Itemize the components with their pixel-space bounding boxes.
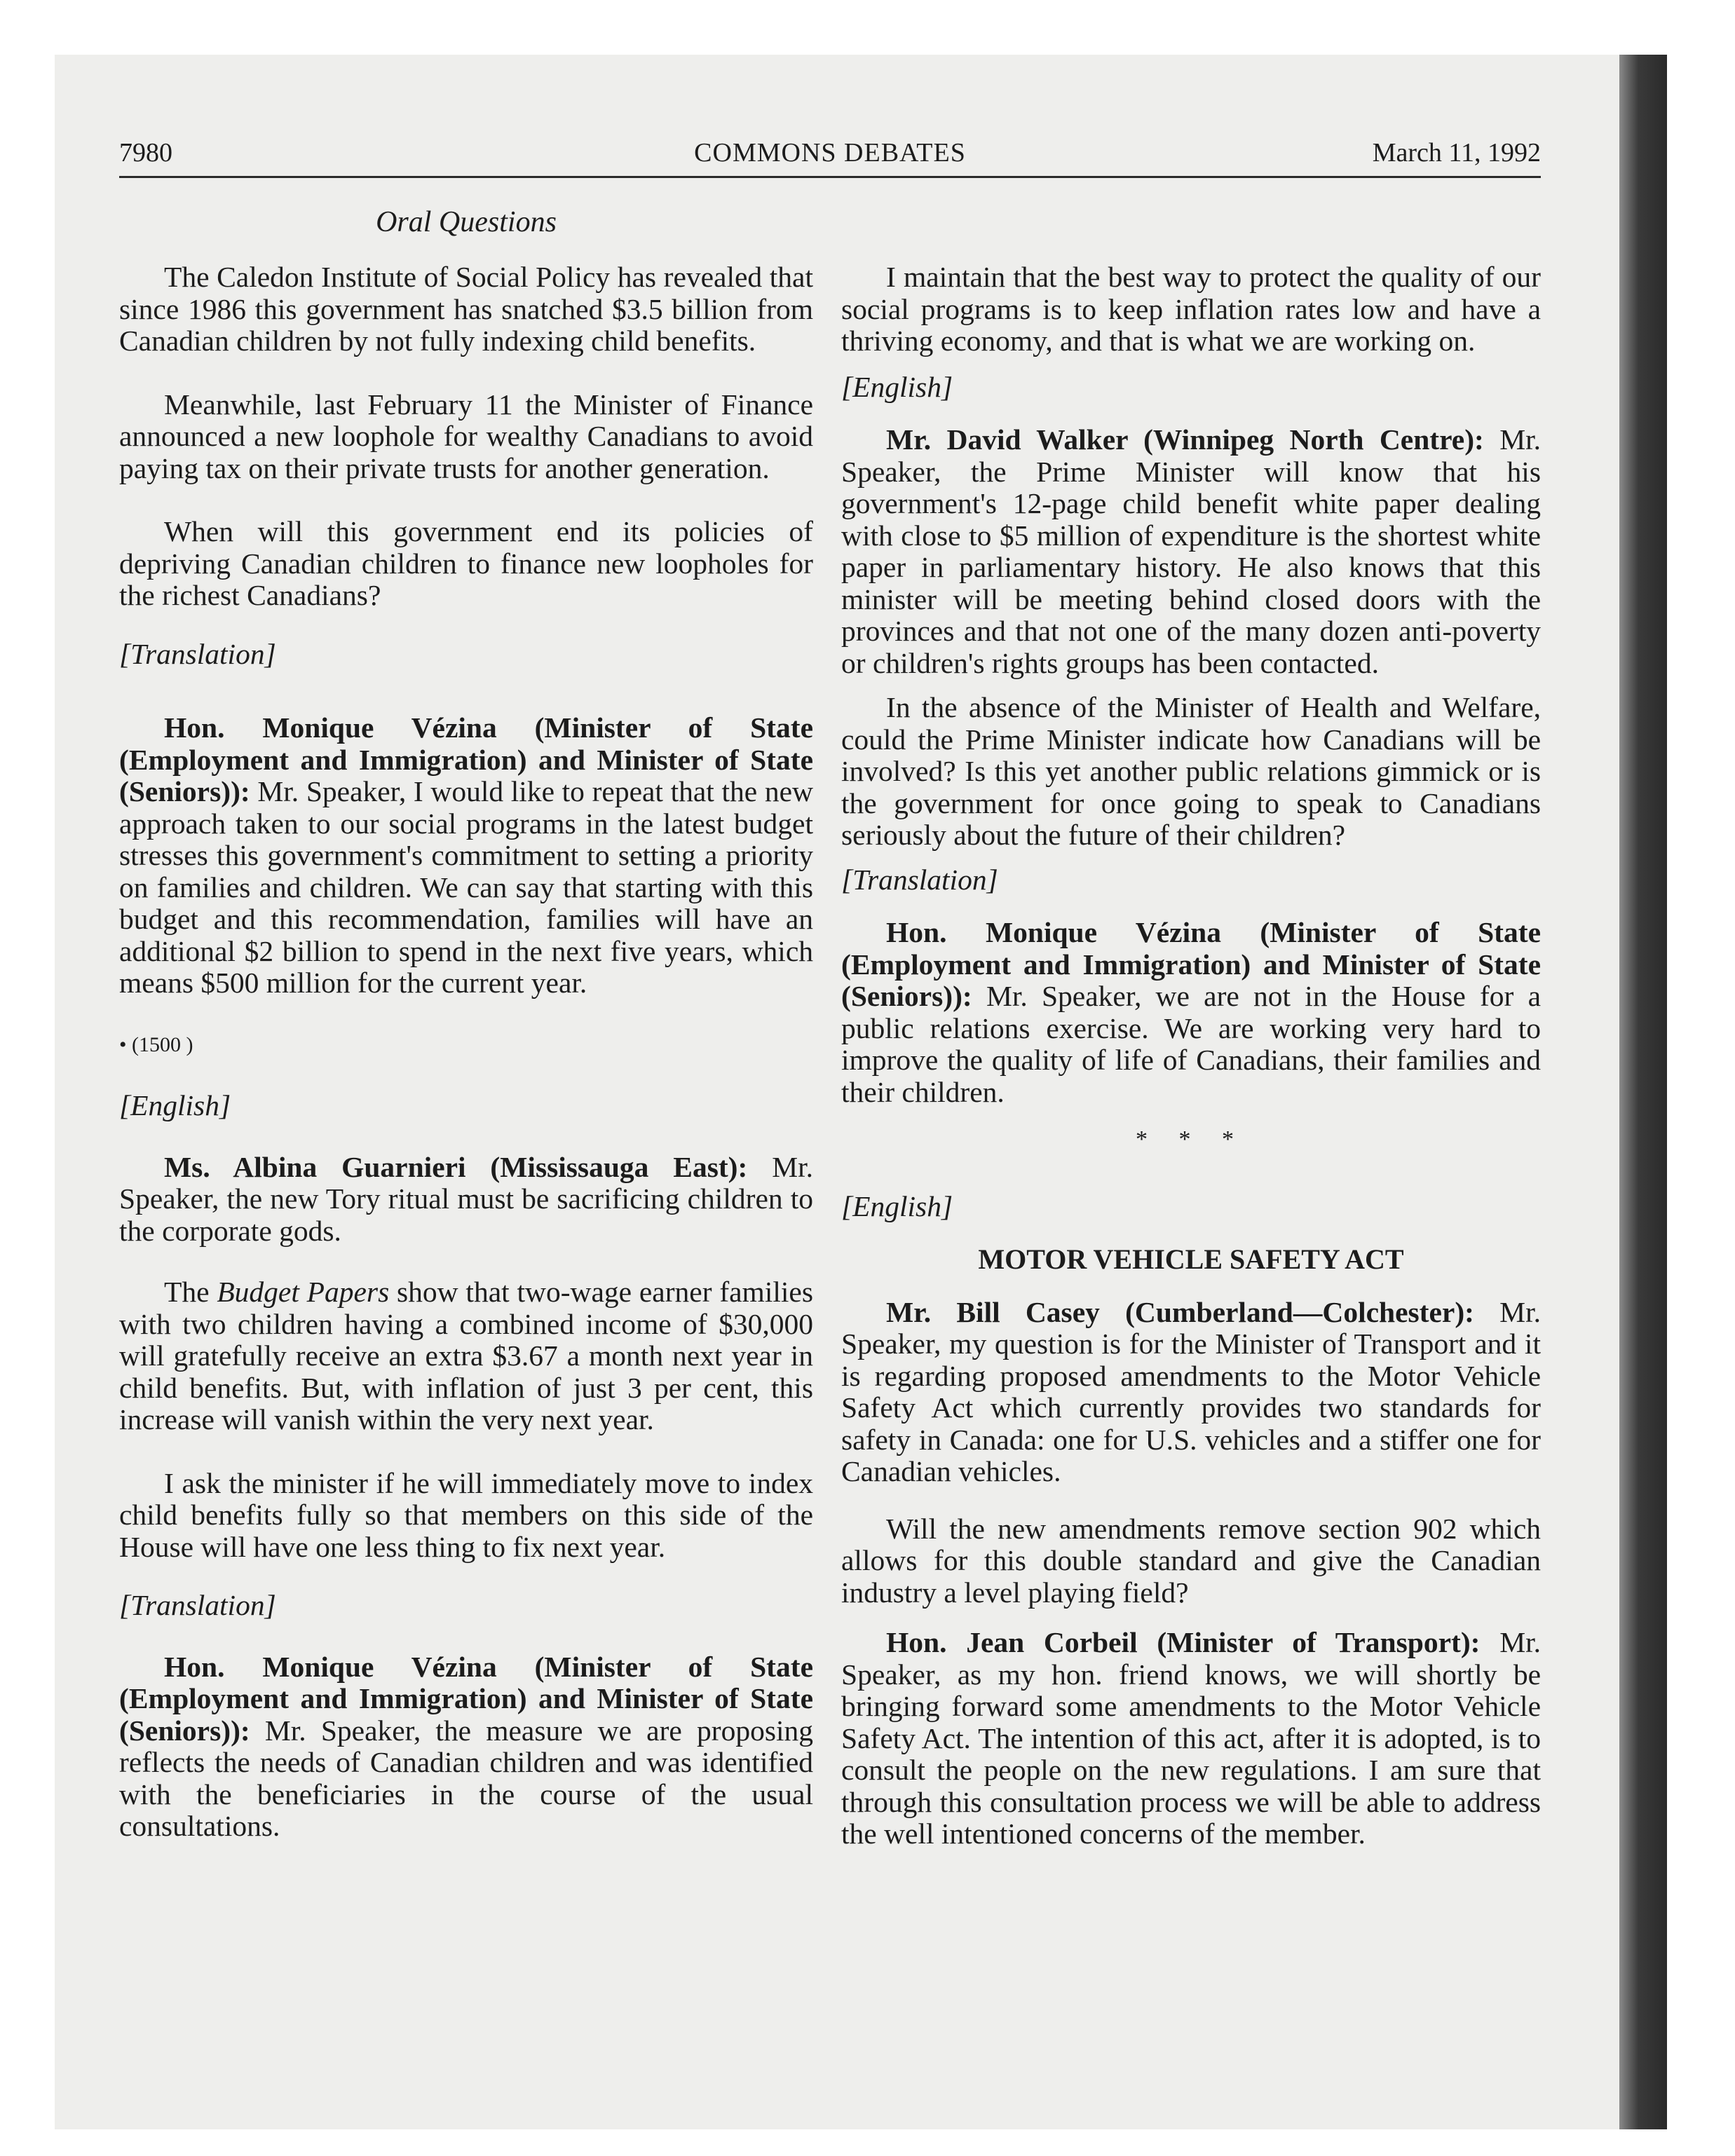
text-run: The <box>164 1276 217 1308</box>
right-column <box>841 261 1541 1850</box>
publication-date: March 11, 1992 <box>1372 138 1541 168</box>
publication-title: COMMONS DEBATES <box>694 138 966 168</box>
section-separator: * * * <box>1136 1126 1246 1152</box>
language-tag: [Translation] <box>119 1589 276 1621</box>
speech-text: Mr. Speaker, the Prime Minister will know that his government's 12-page child benefit white paper dealing with close to $5 million of expenditure is the shortest white paper in parliamentary history. He also knows that this minister will be meeting behind closed doors with the provinces and that not one of the many dozen anti-poverty or children's rights groups has been contacted. <box>841 423 1542 679</box>
speaker-name: Hon. Jean Corbeil (Minister of Transport): <box>886 1626 1481 1658</box>
paragraph: In the absence of the Minister of Health and Welfare, could the Prime Minister indicate how Canadians will be involved? Is this yet another public relations gimmick or is the government for once going to speak to Canadians seriously about the future of their children? <box>841 691 1541 851</box>
page-header <box>119 137 1541 178</box>
section-heading: MOTOR VEHICLE SAFETY ACT <box>978 1243 1404 1275</box>
speech <box>841 1297 1541 1488</box>
speech-text: Mr. Speaker, I would like to repeat that the new approach taken to our social programs in the latest budget stresses this government's commitment to setting a priority on families and children. We can say that starting with this budget and this recommendation, families will have an additional $2 billion to spend in the next five years, which means $500 million for the current year. <box>119 775 813 999</box>
speaker-name: Hon. Monique Vézina (Minister of State (Employment and Immigration) and Minister of State (Seniors)): <box>119 711 813 807</box>
language-tag: [English] <box>841 1189 953 1222</box>
speech-text: Mr. Speaker, we are not in the House for a public relations exercise. We are working very hard to improve the quality of life of Canadians, their families and their children. <box>841 980 1541 1108</box>
time-marker: • (1500 ) <box>119 1032 193 1056</box>
speaker-name: Ms. Albina Guarnieri (Mississauga East): <box>164 1150 748 1183</box>
speaker-name: Hon. Monique Vézina (Minister of State (Employment and Immigration) and Minister of State (Seniors)): <box>841 916 1541 1012</box>
speaker-name: Hon. Monique Vézina (Minister of State (Employment and Immigration) and Minister of State (Seniors)): <box>119 1650 813 1747</box>
page-number: 7980 <box>119 138 172 168</box>
paragraph: The Caledon Institute of Social Policy has revealed that since 1986 this government has snatched $3.5 billion from Canadian children by not fully indexing child benefits. <box>119 261 813 357</box>
paragraph <box>119 1276 813 1436</box>
left-column <box>119 261 813 1843</box>
scan-edge-shadow <box>1619 55 1667 2129</box>
speech-text: Mr. Speaker, the measure we are proposing reflects the needs of Canadian children and was identified with the beneficiaries in the course of the usual consultations. <box>119 1714 813 1842</box>
speech-text: Mr. Speaker, as my hon. friend knows, we will shortly be bringing forward some amendments to the Motor Vehicle Safety Act. The intention of this act, after it is adopted, is to consult the people on the new regulations. I am sure that through this consultation process we will be able to address the well intentioned concerns of the member. <box>841 1626 1542 1850</box>
speaker-name: Mr. David Walker (Winnipeg North Centre): <box>886 423 1484 456</box>
speech <box>119 1152 813 1248</box>
speech <box>841 424 1541 679</box>
speech <box>119 1651 813 1843</box>
paragraph: When will this government end its policies of depriving Canadian children to finance new loopholes for the richest Canadians? <box>119 515 813 611</box>
document-title: Budget Papers <box>217 1276 390 1308</box>
language-tag: [Translation] <box>119 637 276 670</box>
speech-text: Mr. Speaker, the new Tory ritual must be sacrificing children to the corporate gods. <box>119 1150 813 1247</box>
paragraph: Meanwhile, last February 11 the Minister of Finance announced a new loophole for wealthy Canadians to avoid paying tax on their private trusts for another generation. <box>119 388 813 484</box>
paragraph: I maintain that the best way to protect the quality of our social programs is to keep inflation rates low and have a thriving economy, and that is what we are working on. <box>841 261 1541 357</box>
speech-text: Mr. Speaker, my question is for the Minister of Transport and it is regarding proposed amendments to the Motor Vehicle Safety Act which currently provides two standards for safety in Canada: one for U.S. vehicles and a stiffer one for Canadian vehicles. <box>841 1295 1541 1487</box>
language-tag: [English] <box>119 1089 231 1121</box>
language-tag: [Translation] <box>841 863 998 896</box>
speaker-name: Mr. Bill Casey (Cumberland—Colchester): <box>886 1295 1474 1328</box>
language-tag: [English] <box>841 370 953 403</box>
speech <box>841 917 1541 1108</box>
speech <box>841 1627 1541 1850</box>
section-title: Oral Questions <box>376 206 557 238</box>
paragraph: I ask the minister if he will immediately move to index child benefits fully so that members on this side of the House will have one less thing to fix next year. <box>119 1466 813 1563</box>
speech <box>119 712 813 999</box>
paragraph: Will the new amendments remove section 902 which allows for this double standard and give the Canadian industry a level playing field? <box>841 1512 1541 1609</box>
text-run: show that two-wage earner families with two children having a combined income of $30,000 will gratefully receive an extra $3.67 a month next year in child benefits. But, with inflation of just 3 per cent, this increase will vanish within the very next year. <box>119 1276 813 1435</box>
